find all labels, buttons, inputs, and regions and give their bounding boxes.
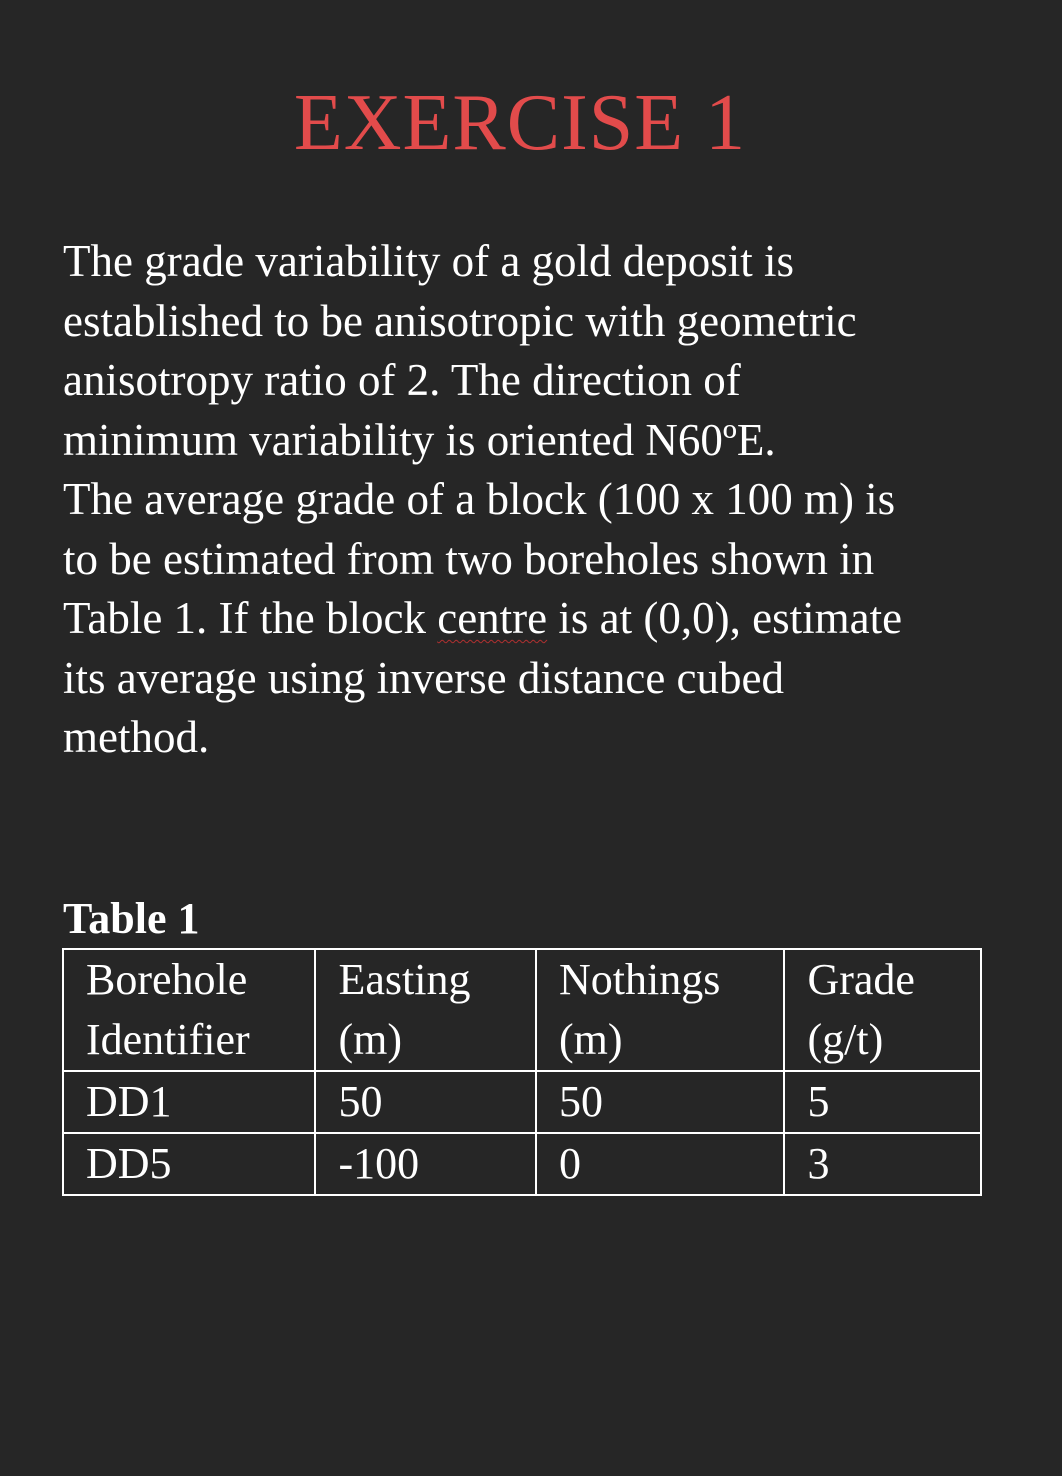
header-line: (g/t) xyxy=(807,1015,884,1064)
header-easting xyxy=(315,949,535,1071)
header-line: Grade xyxy=(807,955,915,1004)
header-line: Nothings xyxy=(558,955,721,1004)
table-cell: 3 xyxy=(784,1133,981,1195)
spellcheck-flagged-word[interactable]: centre xyxy=(437,593,548,643)
statement-line: to be estimated from two boreholes shown in xyxy=(63,533,875,584)
header-line: Borehole xyxy=(86,955,248,1004)
borehole-table xyxy=(62,948,982,1196)
header-line: (m) xyxy=(558,1015,623,1064)
table-cell: 0 xyxy=(536,1133,785,1195)
table-row xyxy=(63,1071,981,1133)
table-cell: DD5 xyxy=(63,1133,315,1195)
header-line: Identifier xyxy=(86,1015,250,1064)
table-cell: 50 xyxy=(536,1071,785,1133)
header-line: (m) xyxy=(338,1015,403,1064)
header-borehole-identifier xyxy=(63,949,315,1071)
table-cell: DD1 xyxy=(63,1071,315,1133)
statement-line: anisotropy ratio of 2. The direction of xyxy=(63,355,741,405)
table-caption: Table 1 xyxy=(63,894,200,943)
statement-line: method. xyxy=(63,712,210,762)
statement-line: minimum variability is oriented N60ºE. xyxy=(63,414,776,465)
header-nothings xyxy=(536,949,785,1071)
header-grade xyxy=(784,949,981,1071)
table-header-row xyxy=(63,949,981,1071)
table-cell: -100 xyxy=(315,1133,535,1195)
header-line: Easting xyxy=(338,955,471,1004)
statement-line: established to be anisotropic with geometric xyxy=(63,295,857,346)
statement-text: is at (0,0), estimate xyxy=(547,593,903,643)
problem-statement xyxy=(63,232,1023,768)
statement-line: The average grade of a block (100 x 100 m) is xyxy=(63,474,896,524)
statement-text: Table 1. If the block xyxy=(63,593,438,643)
exercise-title: EXERCISE 1 xyxy=(293,79,747,167)
table-row xyxy=(63,1133,981,1195)
statement-line: The grade variability of a gold deposit is xyxy=(63,236,795,286)
statement-line: its average using inverse distance cubed xyxy=(63,652,784,703)
statement-line xyxy=(63,589,1023,649)
table-cell: 5 xyxy=(784,1071,981,1133)
table-cell: 50 xyxy=(315,1071,535,1133)
